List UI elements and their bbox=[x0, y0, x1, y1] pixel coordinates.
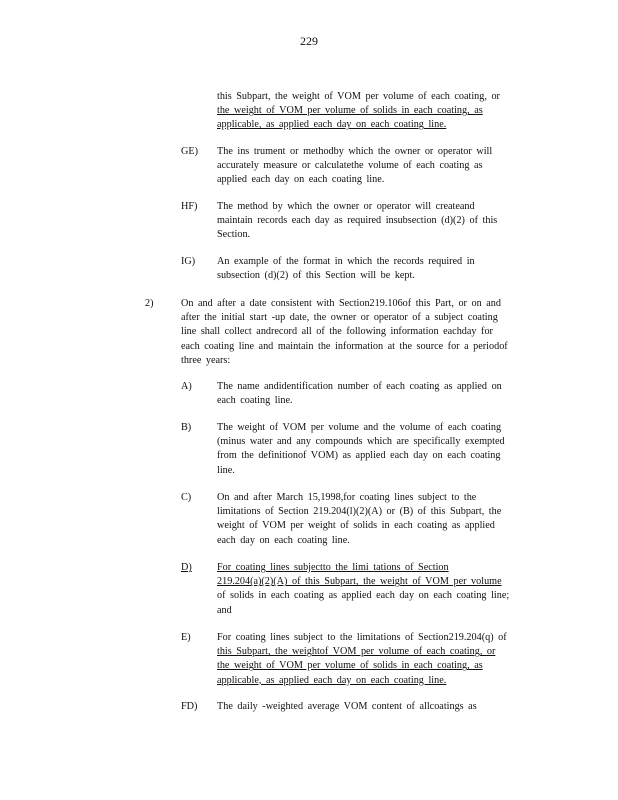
subitem-d-line-1: For coating lines subjectto the limi tations of Section bbox=[217, 562, 449, 573]
subitem-fd-text bbox=[217, 700, 507, 714]
subitem-e-line-2: this Subpart, the weightof VOM per volume of each coating, or bbox=[217, 646, 496, 658]
subitem-e-line-1: For coating lines subject to the limitations of Section219.204(q) of bbox=[217, 632, 507, 643]
subitem-b-line-2: (minus water and any compounds which are specifically exempted bbox=[217, 436, 505, 448]
subitem-b-text bbox=[217, 421, 533, 478]
para2-line-4: each coating line and maintain the information at the source for a periodof bbox=[181, 340, 508, 352]
subitem-e-line-4: applicable, as applied each day on each coating line. bbox=[217, 674, 447, 686]
subitem-d-text bbox=[217, 561, 533, 618]
intro-line-2: the weight of VOM per volume of solids in each coating, as bbox=[217, 105, 483, 117]
para2-line-3: line shall collect andrecord all of the following information eachday for bbox=[181, 326, 493, 338]
subitem-c-text bbox=[217, 491, 533, 548]
page-number: 229 bbox=[300, 34, 318, 48]
subitem-marker-b: B) bbox=[181, 422, 192, 433]
para2-line-2: after the initial start -up date, the owner or operator of a subject coating bbox=[181, 312, 498, 324]
subitem-d-line-3: of solids in each coating as applied each day on each coating line; bbox=[217, 590, 510, 602]
intro-paragraph bbox=[217, 90, 533, 133]
subitem-c-line-4: each day on each coating line. bbox=[217, 534, 350, 546]
intro-line-1: this Subpart, the weight of VOM per volume of each coating, or bbox=[217, 91, 500, 102]
subitem-e-text bbox=[217, 631, 543, 688]
para2-line-1: On and after a date consistent with Section219.106of this Part, or on and bbox=[181, 298, 501, 309]
item-ge-text bbox=[217, 145, 517, 188]
item-hf-line-1: The method by which the owner or operator will createand bbox=[217, 201, 475, 212]
item-marker-ge: GE) bbox=[181, 146, 198, 157]
subitem-marker-a: A) bbox=[181, 381, 192, 392]
para2-text bbox=[181, 297, 533, 368]
item-hf-text bbox=[217, 200, 533, 243]
item-hf-line-3: Section. bbox=[217, 229, 251, 241]
subitem-fd-line-1: The daily -weighted average VOM content of allcoatings as bbox=[217, 701, 477, 712]
subitem-c-line-2: limitations of Section 219.204(l)(2)(A) or (B) of this Subpart, the bbox=[217, 506, 502, 518]
subitem-c-line-1: On and after March 15,1998,for coating lines subject to the bbox=[217, 492, 477, 503]
subitem-c-line-3: weight of VOM per weight of solids in each coating as applied bbox=[217, 520, 495, 532]
subitem-marker-fd: FD) bbox=[181, 701, 198, 712]
para2-marker: 2) bbox=[145, 298, 154, 309]
subitem-d-line-2: 219.204(a)(2)(A) of this Subpart, the weight of VOM per volume bbox=[217, 576, 502, 588]
item-marker-hf: HF) bbox=[181, 201, 198, 212]
item-ge-line-3: applied each day on each coating line. bbox=[217, 174, 385, 186]
item-ig-line-1: An example of the format in which the records required in bbox=[217, 256, 475, 267]
item-marker-ig: IG) bbox=[181, 256, 196, 267]
subitem-b-line-1: The weight of VOM per volume and the volume of each coating bbox=[217, 422, 502, 433]
subitem-marker-e: E) bbox=[181, 632, 191, 643]
para2-line-5: three years: bbox=[181, 354, 231, 366]
subitem-d-line-4: and bbox=[217, 604, 232, 616]
subitem-marker-c: C) bbox=[181, 492, 192, 503]
subitem-b-line-3: from the definitionof VOM) as applied each day on each coating bbox=[217, 450, 501, 462]
subitem-b-line-4: line. bbox=[217, 464, 235, 476]
intro-line-3: applicable, as applied each day on each coating line. bbox=[217, 119, 447, 131]
subitem-a-line-2: each coating line. bbox=[217, 395, 293, 407]
subitem-e-line-3: the weight of VOM per volume of solids in each coating, as bbox=[217, 660, 483, 672]
item-hf-line-2: maintain records each day as required insubsection (d)(2) of this bbox=[217, 215, 498, 227]
subitem-a-line-1: The name andidentification number of each coating as applied on bbox=[217, 381, 502, 392]
item-ge-line-2: accurately measure or calculatethe volume of each coating as bbox=[217, 160, 483, 172]
subitem-a-text bbox=[217, 380, 533, 408]
subitem-marker-d: D) bbox=[181, 562, 192, 573]
item-ge-line-1: The ins trument or methodby which the owner or operator will bbox=[217, 146, 493, 157]
item-ig-text bbox=[217, 255, 517, 283]
item-ig-line-2: subsection (d)(2) of this Section will be kept. bbox=[217, 270, 415, 282]
